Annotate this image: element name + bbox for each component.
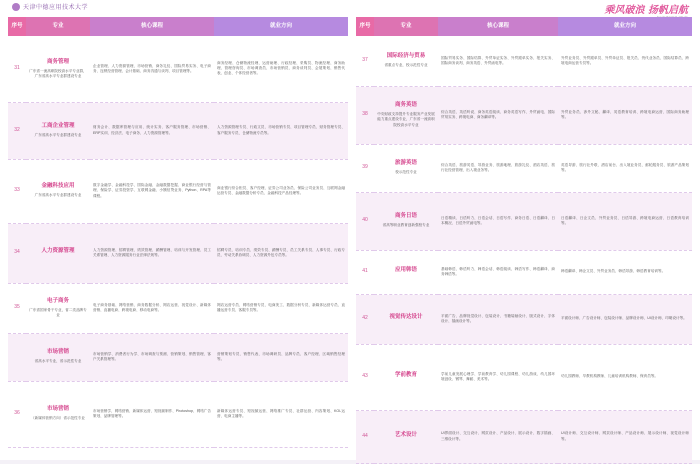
row-number: 40 xyxy=(356,192,374,250)
core-courses: 综合英语、英语听说、商务英语阅读、商务英语写作、外贸函电、国际贸易实务、跨境电商、商务翻译等。 xyxy=(438,86,558,144)
major-name: 工商企业管理 xyxy=(41,122,75,129)
table-row xyxy=(8,223,348,283)
core-courses: 基础韩语、韩语听力、韩语会话、韩语阅读、韩语写作、韩语翻译、商务韩语等。 xyxy=(438,250,558,294)
core-courses: 日语精读、日语听力、日语会话、日语写作、商务日语、日语翻译、日本概况、日语外贸函电等。 xyxy=(438,192,558,250)
header-major: 专业 xyxy=(26,17,90,36)
row-number: 33 xyxy=(8,159,26,223)
major-name: 旅游英语 xyxy=(394,160,417,167)
core-courses: UI界面设计、交互设计、网页设计、产品设计、展示设计、数字插画、三维设计等。 xyxy=(438,410,558,463)
table-header xyxy=(8,17,348,36)
table-row xyxy=(8,102,348,159)
major-note: 省重点专业，校示范性专业 xyxy=(384,63,428,68)
table-row xyxy=(356,294,692,344)
career-direction: 英语导游、旅行社外联、酒店前台、出入境业务员、邮轮服务员、旅游产品策划等。 xyxy=(558,144,692,192)
major-note: 广东省高水平专业群建设专业 xyxy=(34,193,82,198)
major-cell xyxy=(26,159,90,223)
row-number: 35 xyxy=(8,283,26,333)
career-direction: UI设计师、交互设计师、网页设计师、产品设计师、展示设计师、视觉设计师等。 xyxy=(558,410,692,463)
table-row xyxy=(356,144,692,192)
row-number: 37 xyxy=(356,36,374,86)
major-name: 市场营销 xyxy=(46,349,69,356)
major-cell xyxy=(26,283,90,333)
core-courses: 市场营销学、消费者行为学、市场调查与预测、营销策划、销售管理、客户关系管理等。 xyxy=(90,333,214,381)
header-core: 核心课程 xyxy=(90,17,214,36)
major-cell xyxy=(374,86,438,144)
career-direction: 外贸业务员、涉外文秘、翻译、英语教育培训、跨境电商运营、国际商务助理等。 xyxy=(558,86,692,144)
table-row xyxy=(356,36,692,86)
career-direction: 韩语翻译、韩企文员、外贸业务员、韩语导游、韩语教育培训等。 xyxy=(558,250,692,294)
career-direction: 幼儿园教师、早教机构教师、儿童培训机构教师、保育员等。 xyxy=(558,344,692,410)
major-table-left xyxy=(8,17,348,448)
row-number xyxy=(8,333,26,381)
header-core: 核心课程 xyxy=(438,17,558,36)
major-name: 商务日语 xyxy=(394,213,417,220)
row-number: 36 xyxy=(8,381,26,447)
major-note: 校示范性专业 xyxy=(395,170,417,175)
career-direction: 平面设计师、广告设计师、包装设计师、品牌设计师、UI设计师、印刷设计等。 xyxy=(558,294,692,344)
major-name: 国际经济与贸易 xyxy=(386,53,426,60)
major-cell xyxy=(374,36,438,86)
major-note: 广东省国家骨干专业，省二类品牌专业 xyxy=(29,307,87,317)
table-row xyxy=(8,381,348,447)
table-header xyxy=(356,17,692,36)
major-name: 艺术设计 xyxy=(394,431,417,438)
major-table-right xyxy=(356,17,692,464)
major-name: 人力资源管理 xyxy=(41,248,75,255)
major-name: 学前教育 xyxy=(394,372,417,379)
core-courses: 学前儿童发展心理学、学前教育学、幼儿园课程、幼儿游戏、幼儿园环境创设、钢琴、舞蹈、美术等。 xyxy=(438,344,558,410)
table-row xyxy=(356,192,692,250)
table-row xyxy=(356,410,692,463)
major-cell xyxy=(374,192,438,250)
row-number: 44 xyxy=(356,410,374,463)
header-bar xyxy=(0,0,350,14)
core-courses: 人力资源管理、招聘管理、绩效管理、薪酬管理、培训与开发管理、员工关系管理、人力资源服务行业法律法规等。 xyxy=(90,223,214,283)
major-cell xyxy=(374,294,438,344)
row-number: 31 xyxy=(8,36,26,102)
major-cell xyxy=(374,410,438,463)
school-emblem-icon xyxy=(12,3,20,11)
header-job: 就业方向 xyxy=(214,17,348,36)
core-courses: 国际贸易实务、国际结算、外贸单证实务、外贸跟单实务、报关实务、国际商务谈判、商务英语、外贸函电等。 xyxy=(438,36,558,86)
major-note: 广东省高水平专业群建设专业 xyxy=(34,132,82,137)
career-direction: 外贸业务员、外贸跟单员、外贸单证员、报关员、货代业务员、国际结算员、跨境电商运营专员等。 xyxy=(558,36,692,86)
major-note: 省高水平专业，省示范性专业 xyxy=(34,359,82,364)
major-name: 市场营销 xyxy=(46,406,69,413)
table-row xyxy=(356,86,692,144)
header-no: 序号 xyxy=(8,17,26,36)
row-number: 42 xyxy=(356,294,374,344)
row-number: 32 xyxy=(8,102,26,159)
row-number: 41 xyxy=(356,250,374,294)
career-direction: 网店运营专员、网络营销专员、电商美工、数据分析专员、新媒体运营专员、直播运营专员、客服专员等。 xyxy=(214,283,348,333)
major-cell xyxy=(26,223,90,283)
career-direction: 商务经理、仓储物流经理、运营助理、行政经理、采购员、物流经理、商务助理、管理咨询员、市场调查员、市场营销员、商务谈判员、会展策划、销售代表、创业、个体经营者等。 xyxy=(214,36,348,102)
row-number: 39 xyxy=(356,144,374,192)
school-name: 天津中德应用技术大学 xyxy=(23,5,89,11)
major-name: 视觉传达设计 xyxy=(389,314,423,321)
slogan: 乘风破浪 扬帆启航 xyxy=(604,5,688,16)
career-direction: 人力资源管理专员、行政文员、市场营销专员、项目管理专员、财务管理专员、客户服务专员、仓储物流专员等。 xyxy=(214,102,348,159)
header-major: 专业 xyxy=(374,17,438,36)
school-logo xyxy=(12,2,88,11)
major-name: 电子商务 xyxy=(46,297,69,304)
major-cell xyxy=(374,344,438,410)
core-courses: 企业管理、人力资源管理、市场营销、商务礼仪、国际贸易实务、电子商务、连锁经营管理、会计基础、商务沟通与谈判、项目管理等。 xyxy=(90,36,214,102)
header-job: 就业方向 xyxy=(558,17,692,36)
career-direction: 日语翻译、日企文员、外贸业务员、日语导游、跨境电商运营、日语教育培训等。 xyxy=(558,192,692,250)
core-courses: 数字金融学、金融科技学、国际金融、金融数据挖掘、商业银行经营与管理、保险学、证券投资学、互联网金融、小额信贷业务、Python、RPA等课程。 xyxy=(90,159,214,223)
major-note: （新媒体营销方向）省示范性专业 xyxy=(31,416,85,421)
core-courses: 综合英语、旅游英语、导游业务、旅游地理、旅游礼仪、酒店英语、旅行社经营管理、出入境业务等。 xyxy=(438,144,558,192)
major-name: 金融科技应用 xyxy=(41,183,75,190)
career-direction: 新媒体运营专员、短视频运营、网络推广专员、社群运营、内容策划、KOL运营、电商主播等。 xyxy=(214,381,348,447)
row-number: 38 xyxy=(356,86,374,144)
major-cell xyxy=(26,381,90,447)
major-note: 中央财政支持提升专业服务产业发展能力重点建设专业，广东省一流高职院校高水平专业 xyxy=(377,112,435,127)
major-name: 商务英语 xyxy=(394,102,417,109)
major-name: 应用韩语 xyxy=(394,267,417,274)
core-courses: 平面广告、品牌视觉设计、包装设计、书籍装帧设计、版式设计、字体设计、插画设计等。 xyxy=(438,294,558,344)
table-row xyxy=(356,344,692,410)
core-courses: 电子商务基础、网络营销、商务数据分析、网店运营、视觉设计、新媒体营销、直播电商、跨境电商、移动电商等。 xyxy=(90,283,214,333)
core-courses: 市场营销学、网络营销、新媒体运营、短视频制作、Photoshop、网络广告策划、品牌管理等。 xyxy=(90,381,214,447)
table-row xyxy=(8,159,348,223)
major-note: 广东省一流高职院校高水平专业群，广东省高水平专业群建设专业 xyxy=(29,68,87,78)
table-row xyxy=(8,283,348,333)
table-row xyxy=(8,36,348,102)
major-cell xyxy=(374,144,438,192)
major-cell xyxy=(26,36,90,102)
major-cell xyxy=(26,102,90,159)
core-courses: 财务会计、数据库管理与应用、统计实务、客户服务管理、市场营销、ERP实训、经济法、电子商务、人力资源管理等。 xyxy=(90,102,214,159)
major-cell xyxy=(374,250,438,294)
row-number: 43 xyxy=(356,344,374,410)
table-row xyxy=(8,333,348,381)
header-no: 序号 xyxy=(356,17,374,36)
major-name: 商务管理 xyxy=(46,58,69,65)
career-direction: 商业银行综合柜员、客户经理、证券公司业务员、保险公司业务员、互联网金融运营专员、金融数据分析专员、金融科技产品经理等。 xyxy=(214,159,348,223)
career-direction: 招聘专员、培训专员、绩效专员、薪酬专员、员工关系专员、人事专员、行政专员、劳动关系协调员、人力资源外包专员等。 xyxy=(214,223,348,283)
major-cell xyxy=(26,333,90,381)
major-note: 省高等职业教育创新强校专业 xyxy=(382,223,430,228)
table-row xyxy=(356,250,692,294)
row-number: 34 xyxy=(8,223,26,283)
career-direction: 营销策划专员、销售代表、市场调研员、品牌专员、客户经理、区域销售经理等。 xyxy=(214,333,348,381)
